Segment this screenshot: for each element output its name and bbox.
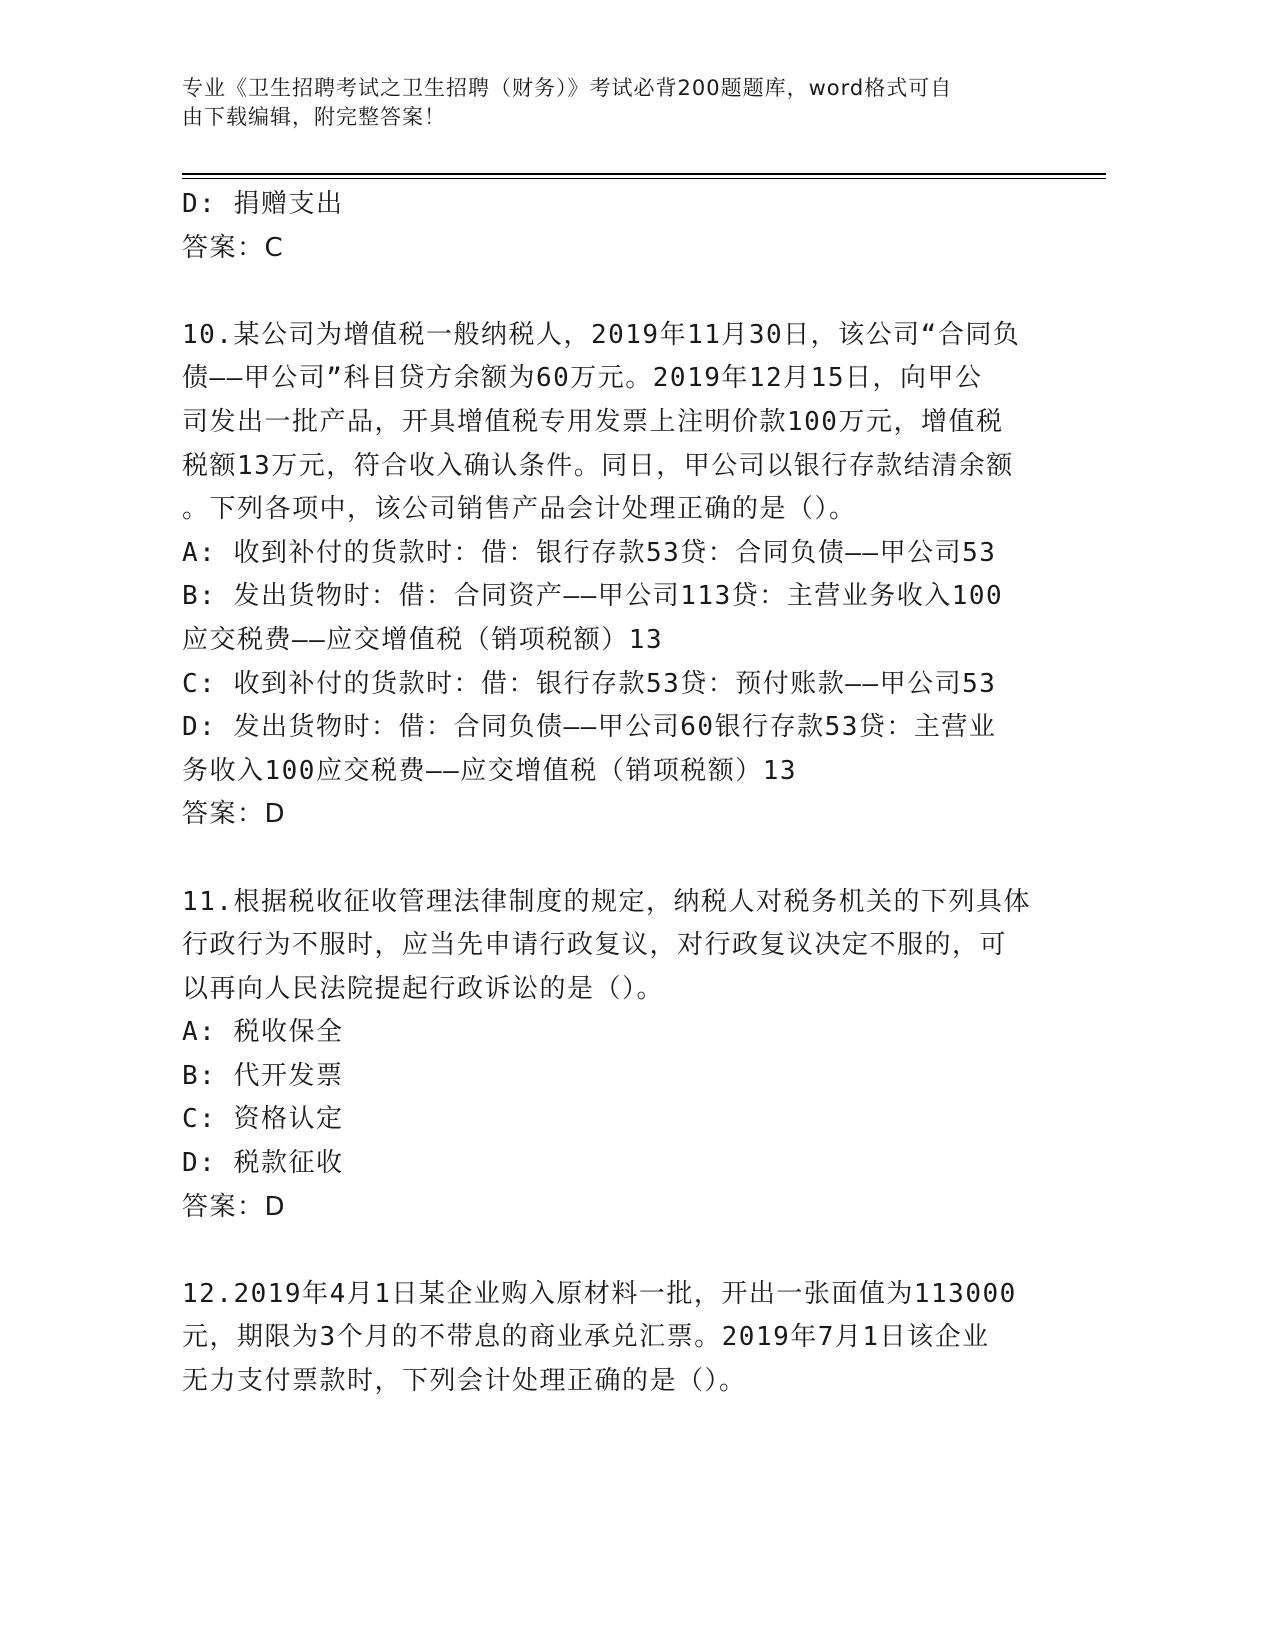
q11-stem-line: 11.根据税收征收管理法律制度的规定，纳税人对税务机关的下列具体 (182, 886, 1031, 917)
q10-option-d-cont: 务收入100应交税费——应交增值税（销项税额）13 (182, 755, 798, 786)
header-rule-thin (182, 178, 1106, 179)
spacer (182, 1229, 1042, 1273)
q10-option-c: C: 收到补付的货款时：借：银行存款53贷：预付账款——甲公司53 (182, 668, 997, 699)
question-11 (182, 881, 1042, 1230)
spacer (182, 837, 1042, 881)
document-body (182, 183, 1042, 1404)
header-line-2: 由下载编辑，附完整答案！ (182, 105, 446, 129)
header-line-1: 专业《卫生招聘考试之卫生招聘（财务）》考试必背200题题库，word格式可自 (182, 76, 953, 100)
q12-stem-line: 元，期限为3个月的不带息的商业承兑汇票。2019年7月1日该企业 (182, 1322, 990, 1353)
q9-option-d: D: 捐赠支出 (182, 189, 344, 219)
q11-stem-line: 行政行为不服时，应当先申请行政复议，对行政复议决定不服的，可 (182, 930, 1008, 961)
q11-option-d: D: 税款征收 (182, 1148, 344, 1179)
q10-option-d: D: 发出货物时：借：合同负债——甲公司60银行存款53贷：主营业 (182, 712, 997, 743)
q10-stem-line: 10.某公司为增值税一般纳税人，2019年11月30日，该公司“合同负 (182, 319, 1021, 350)
document-header (182, 74, 1042, 132)
q12-stem-line: 无力支付票款时，下列会计处理正确的是（）。 (182, 1366, 747, 1397)
q11-option-c: C: 资格认定 (182, 1104, 344, 1135)
header-rule-thick (182, 173, 1106, 175)
q10-stem-line: 债——甲公司”科目贷方余额为60万元。2019年12月15日，向甲公 (182, 363, 983, 394)
q10-answer: 答案：D (182, 799, 287, 830)
question-10 (182, 314, 1042, 837)
q12-stem-line: 12.2019年4月1日某企业购入原材料一批，开出一张面值为113000 (182, 1278, 1017, 1309)
question-12 (182, 1273, 1042, 1404)
q9-answer: 答案：C (182, 232, 285, 263)
q11-option-a: A: 税收保全 (182, 1017, 344, 1048)
q10-option-b: B: 发出货物时：借：合同资产——甲公司113贷：主营业务收入100 (182, 581, 1004, 612)
q10-stem-line: 税额13万元，符合收入确认条件。同日，甲公司以银行存款结清余额 (182, 450, 1014, 481)
q11-answer: 答案：D (182, 1191, 287, 1222)
q11-option-b: B: 代开发票 (182, 1060, 344, 1091)
q11-stem-line: 以再向人民法院提起行政诉讼的是（）。 (182, 973, 665, 1004)
q10-option-a: A: 收到补付的货款时：借：银行存款53贷：合同负债——甲公司53 (182, 537, 997, 568)
q10-option-b-cont: 应交税费——应交增值税（销项税额）13 (182, 624, 664, 655)
q10-stem-line: 司发出一批产品，开具增值税专用发票上注明价款100万元，增值税 (182, 406, 1004, 437)
spacer (182, 270, 1042, 314)
q10-stem-line: 。下列各项中，该公司销售产品会计处理正确的是（）。 (182, 494, 857, 525)
